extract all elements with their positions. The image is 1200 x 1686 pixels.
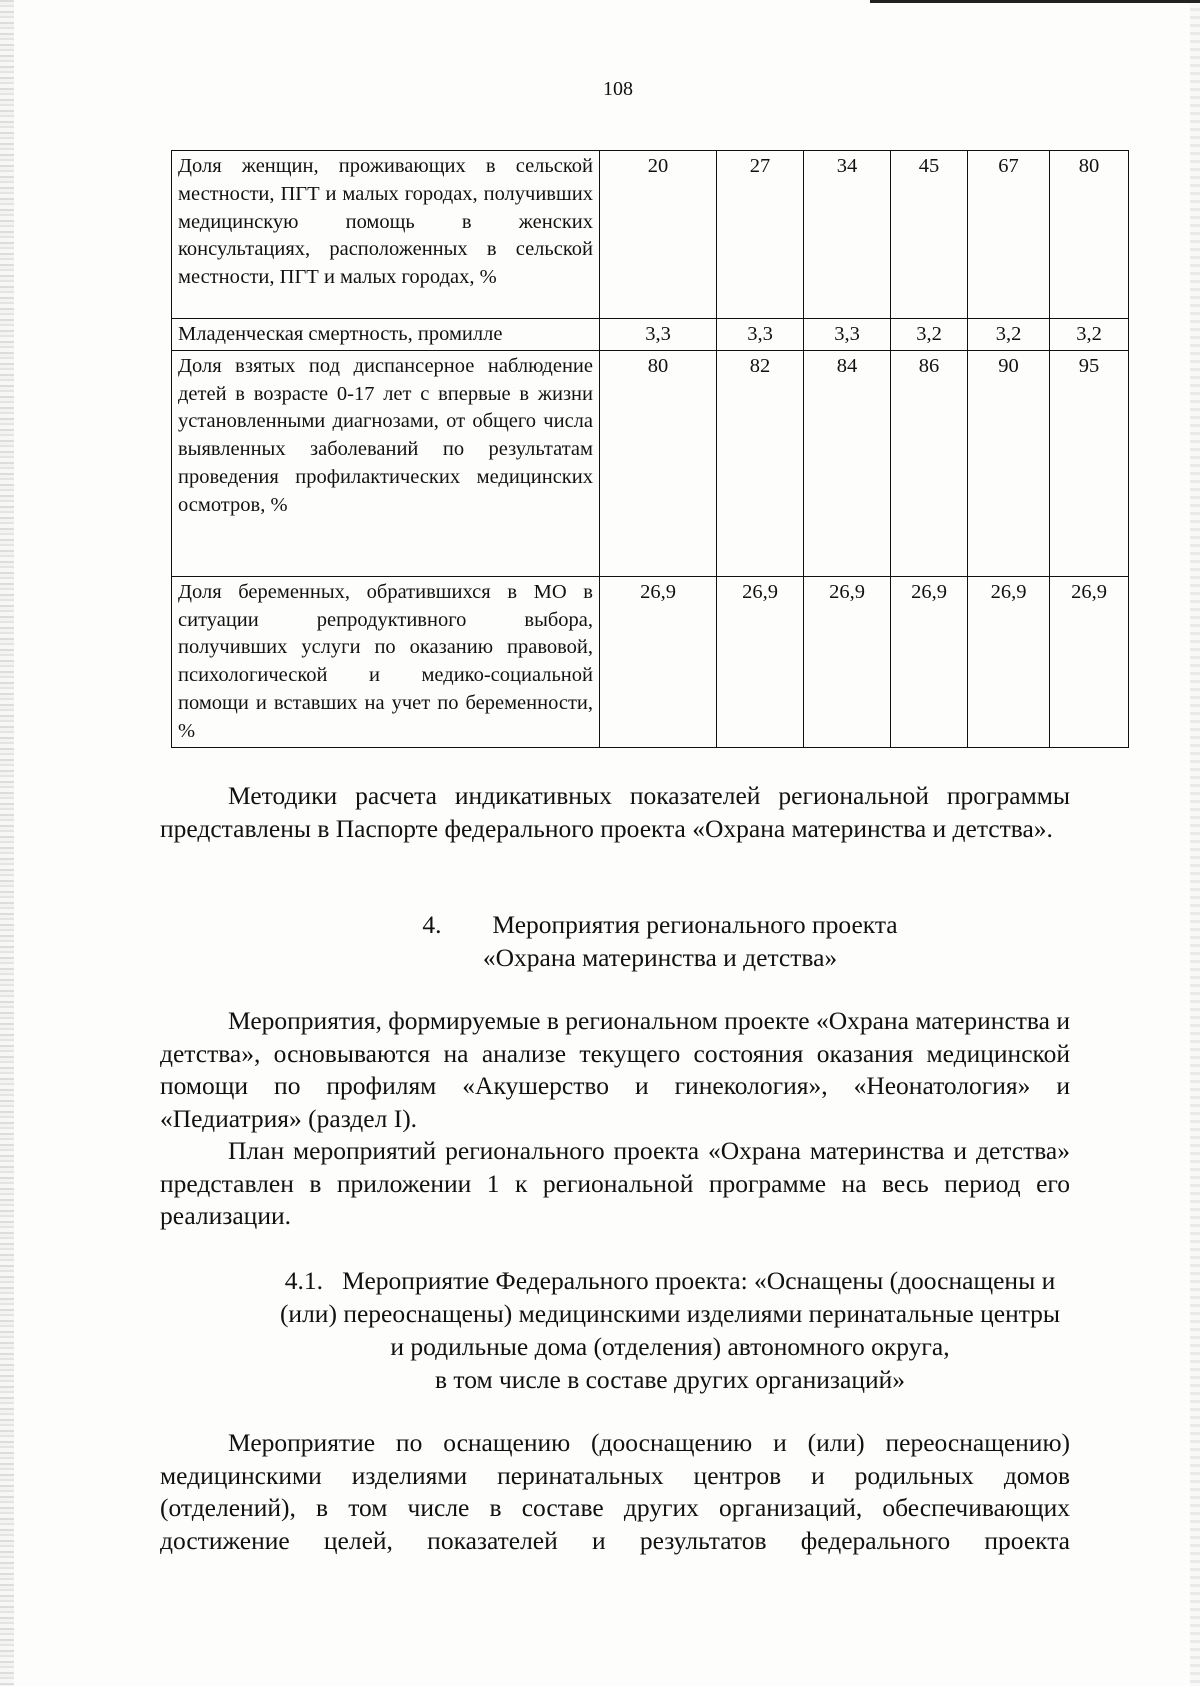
section-4-1-title-line1: Мероприятие Федерального проекта: «Оснащены (дооснащены и — [342, 1266, 1056, 1295]
scan-top-line — [870, 0, 1200, 3]
indicator-value: 3,2 — [1050, 319, 1129, 351]
section-4-1-heading-line4 — [160, 1364, 1180, 1397]
indicator-value: 90 — [968, 350, 1050, 576]
indicator-value: 82 — [717, 350, 804, 576]
methods-paragraph — [160, 780, 1070, 845]
indicator-value: 20 — [600, 151, 717, 319]
indicator-value: 27 — [717, 151, 804, 319]
indicator-value: 3,2 — [968, 319, 1050, 351]
indicator-value: 26,9 — [600, 576, 717, 747]
indicator-value: 80 — [600, 350, 717, 576]
equipment-paragraph-text: Мероприятие по оснащению (дооснащению и (или) переоснащению) медицинскими изделиями перинатальных центров и родильных домов (отделений), в том числе в составе других организаций, обеспечивающих достижение целей, показателей и результатов федерального проекта — [160, 1428, 1070, 1555]
indicator-value: 95 — [1050, 350, 1129, 576]
activities-paragraph-text: Мероприятия, формируемые в региональном проекте «Охрана материнства и детства», основываются на анализе текущего состояния оказания медицинской помощи по профилям «Акушерство и гинекология», «Неонатология» и «Педиатрия» (раздел I). — [160, 1006, 1070, 1133]
indicator-name: Доля взятых под диспансерное наблюдение детей в возрасте 0-17 лет с впервые в жизни установленными диагнозами, от общего числа выявленных заболеваний по результатам проведения профилактических медицинских осмотров, % — [172, 350, 600, 576]
table-row — [172, 319, 1129, 351]
plan-paragraph — [160, 1135, 1070, 1233]
scan-edge-left — [0, 0, 14, 1686]
indicator-value: 26,9 — [1050, 576, 1129, 747]
indicator-value: 26,9 — [804, 576, 891, 747]
section-4-heading-line1 — [160, 909, 1160, 942]
page-number: 108 — [603, 78, 633, 100]
section-4-1-title-line3: и родильные дома (отделения) автономного округа, — [390, 1332, 950, 1361]
indicator-value: 3,3 — [717, 319, 804, 351]
section-4-1-title-line2: (или) переоснащены) медицинскими изделиями перинатальные центры — [279, 1299, 1061, 1328]
section-4-title-line2: «Охрана материнства и детства» — [482, 943, 838, 972]
section-4-1-title-line4: в том числе в составе других организаций» — [434, 1365, 906, 1394]
table-row — [172, 151, 1129, 319]
indicator-value: 26,9 — [968, 576, 1050, 747]
indicator-value: 84 — [804, 350, 891, 576]
indicator-value: 3,2 — [891, 319, 968, 351]
table-row — [172, 576, 1129, 747]
indicator-value: 3,3 — [804, 319, 891, 351]
indicator-value: 67 — [968, 151, 1050, 319]
indicators-table — [171, 150, 1129, 748]
indicator-value: 3,3 — [600, 319, 717, 351]
activities-paragraph — [160, 1005, 1070, 1135]
indicator-name: Доля беременных, обратившихся в МО в ситуации репродуктивного выбора, получивших услуги по оказанию правовой, психологической и медико-социальной помощи и вставших на учет по беременности, % — [172, 576, 600, 747]
indicator-value: 26,9 — [891, 576, 968, 747]
methods-paragraph-text: Методики расчета индикативных показателей региональной программы представлены в Паспорте федерального проекта «Охрана материнства и детства». — [160, 781, 1070, 843]
section-4-1-heading-line1 — [160, 1265, 1180, 1298]
indicator-value: 45 — [891, 151, 968, 319]
indicator-name: Доля женщин, проживающих в сельской местности, ПГТ и малых городах, получивших медицинскую помощь в женских консультациях, расположенных в сельской местности, ПГТ и малых городах, % — [172, 151, 600, 319]
section-4-1-number: 4.1. — [284, 1266, 324, 1295]
indicator-value: 26,9 — [717, 576, 804, 747]
section-4-1-heading-line3 — [160, 1331, 1180, 1364]
plan-paragraph-text: План мероприятий регионального проекта «Охрана материнства и детства» представлен в приложении 1 к региональной программе на весь период его реализации. — [160, 1136, 1070, 1230]
equipment-paragraph — [160, 1427, 1070, 1557]
section-4-heading-line2 — [160, 942, 1160, 975]
indicator-value: 34 — [804, 151, 891, 319]
indicator-value: 86 — [891, 350, 968, 576]
section-4-title-line1: Мероприятия регионального проекта — [492, 910, 898, 939]
indicator-value: 80 — [1050, 151, 1129, 319]
indicator-name: Младенческая смертность, промилле — [172, 319, 600, 351]
scan-edge-right — [1190, 0, 1200, 1686]
table-row — [172, 350, 1129, 576]
section-4-number: 4. — [422, 910, 442, 939]
section-4-1-heading-line2 — [160, 1298, 1180, 1331]
